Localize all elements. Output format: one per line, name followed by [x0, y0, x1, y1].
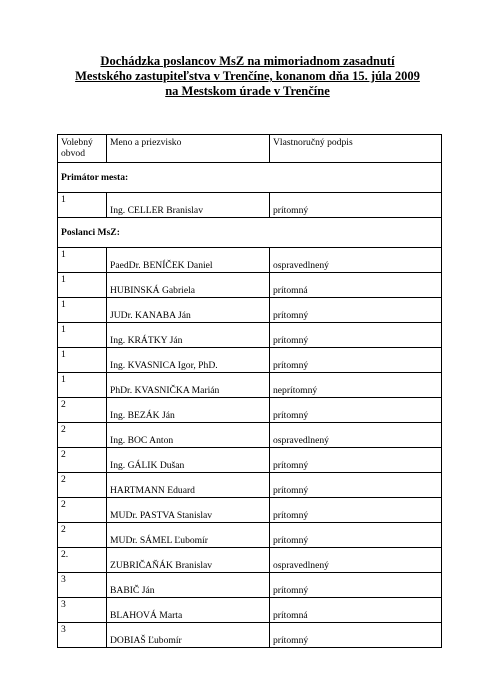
name-cell: HUBINSKÁ Gabriela [107, 273, 270, 298]
status-cell: prítomná [270, 273, 442, 298]
section-deputies-row [58, 218, 442, 248]
table-row [58, 348, 442, 373]
name-cell: BABIČ Ján [107, 573, 270, 598]
name-cell: BLAHOVÁ Marta [107, 598, 270, 623]
status-cell: ospravedlnený [270, 423, 442, 448]
table-row [58, 598, 442, 623]
district-cell: 1 [58, 273, 107, 298]
district-cell: 3 [58, 573, 107, 598]
table-row [58, 373, 442, 398]
district-cell: 1 [58, 373, 107, 398]
district-cell: 3 [58, 623, 107, 648]
status-cell: prítomný [270, 573, 442, 598]
name-cell: PhDr. KVASNIČKA Marián [107, 373, 270, 398]
name-cell: Ing. KRÁTKY Ján [107, 323, 270, 348]
section-mayor-row [58, 163, 442, 193]
title-line-1: Dochádzka poslancov MsZ na mimoriadnom zasadnutí [100, 54, 395, 68]
table-row [58, 623, 442, 648]
table-row [58, 498, 442, 523]
table-row [58, 473, 442, 498]
name-cell: Ing. BOC Anton [107, 423, 270, 448]
status-cell: prítomný [270, 323, 442, 348]
status-cell: prítomný [270, 348, 442, 373]
table-row [58, 298, 442, 323]
table-row [58, 323, 442, 348]
table-row [58, 548, 442, 573]
status-cell: ospravedlnený [270, 248, 442, 273]
header-district: Volebný obvod [58, 135, 107, 163]
district-cell: 1 [58, 323, 107, 348]
name-cell: MUDr. SÁMEL Ľubomír [107, 523, 270, 548]
name-cell: DOBIAŠ Ľubomír [107, 623, 270, 648]
table-row [58, 273, 442, 298]
status-cell: prítomný [270, 193, 442, 218]
name-cell: JUDr. KANABA Ján [107, 298, 270, 323]
table-row [58, 523, 442, 548]
district-cell: 2 [58, 448, 107, 473]
name-cell: Ing. KVASNICA Igor, PhD. [107, 348, 270, 373]
section-mayor-label: Primátor mesta: [58, 163, 442, 193]
status-cell: prítomný [270, 623, 442, 648]
district-cell: 2. [58, 548, 107, 573]
district-cell: 2 [58, 498, 107, 523]
district-cell: 2 [58, 398, 107, 423]
status-cell: prítomný [270, 498, 442, 523]
name-cell: PaedDr. BENÍČEK Daniel [107, 248, 270, 273]
name-cell: ZUBRIČAŇÁK Branislav [107, 548, 270, 573]
status-cell: prítomný [270, 448, 442, 473]
district-cell: 1 [58, 193, 107, 218]
header-signature: Vlastnoručný podpis [270, 135, 442, 163]
district-cell: 2 [58, 473, 107, 498]
status-cell: prítomný [270, 473, 442, 498]
table-row [58, 573, 442, 598]
table-row [58, 193, 442, 218]
name-cell: Ing. GÁLIK Dušan [107, 448, 270, 473]
status-cell: neprítomný [270, 373, 442, 398]
district-cell: 1 [58, 348, 107, 373]
district-cell: 2 [58, 523, 107, 548]
district-cell: 2 [58, 423, 107, 448]
name-cell: HARTMANN Eduard [107, 473, 270, 498]
header-name: Meno a priezvisko [107, 135, 270, 163]
table-row [58, 423, 442, 448]
status-cell: prítomný [270, 298, 442, 323]
table-header-row [58, 135, 442, 163]
section-deputies-label: Poslanci MsZ: [58, 218, 442, 248]
table-row [58, 398, 442, 423]
district-cell: 1 [58, 248, 107, 273]
status-cell: prítomná [270, 598, 442, 623]
name-cell: MUDr. PASTVA Stanislav [107, 498, 270, 523]
table-row [58, 248, 442, 273]
document-title [40, 54, 455, 99]
name-cell: Ing. CELLER Branislav [107, 193, 270, 218]
status-cell: ospravedlnený [270, 548, 442, 573]
attendance-table [57, 134, 442, 648]
district-cell: 3 [58, 598, 107, 623]
table-row [58, 448, 442, 473]
district-cell: 1 [58, 298, 107, 323]
status-cell: prítomný [270, 523, 442, 548]
status-cell: prítomný [270, 398, 442, 423]
name-cell: Ing. BEZÁK Ján [107, 398, 270, 423]
title-line-3: na Mestskom úrade v Trenčíne [165, 84, 330, 98]
title-line-2: Mestského zastupiteľstva v Trenčíne, konanom dňa 15. júla 2009 [75, 69, 420, 83]
